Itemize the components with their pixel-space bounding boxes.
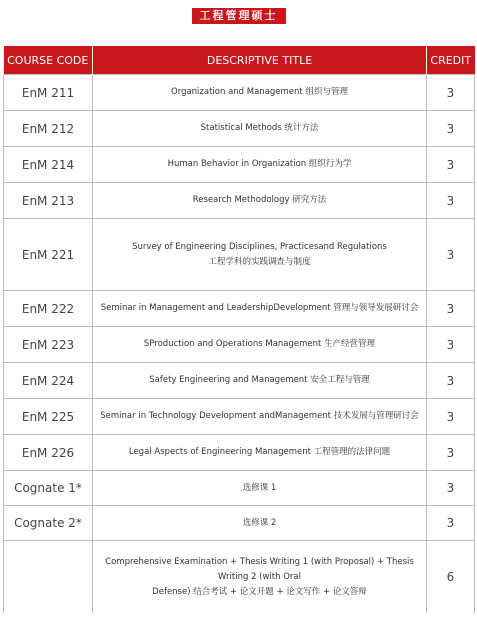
course-title-line: Human Behavior in Organization 组织行为学 bbox=[167, 159, 352, 169]
course-title-cell bbox=[93, 506, 427, 541]
course-code-cell: EnM 221 bbox=[4, 219, 93, 291]
course-code-cell: EnM 225 bbox=[4, 399, 93, 435]
credit-cell: 3 bbox=[427, 471, 475, 506]
course-title-line: 选修课 1 bbox=[242, 482, 277, 493]
course-code-cell: EnM 211 bbox=[4, 75, 93, 111]
table-row bbox=[4, 75, 475, 111]
course-title-line: Organization and Management 组织与管理 bbox=[171, 87, 348, 97]
course-code-cell: Cognate 2* bbox=[4, 506, 93, 541]
course-title-line: Seminar in Technology Development andManagement 技术发展与管理研讨会 bbox=[100, 411, 419, 421]
course-title-cell bbox=[93, 183, 427, 219]
header-course-code: COURSE CODE bbox=[4, 46, 93, 75]
course-table bbox=[3, 46, 475, 613]
course-title-line: Legal Aspects of Engineering Management 工程管理的法律问题 bbox=[128, 447, 391, 457]
course-code-cell: EnM 222 bbox=[4, 291, 93, 327]
course-title-cell bbox=[93, 471, 427, 506]
course-title-cell bbox=[93, 435, 427, 471]
course-title-cell bbox=[93, 363, 427, 399]
credit-cell: 3 bbox=[427, 291, 475, 327]
title-wrap bbox=[0, 4, 477, 24]
table-row bbox=[4, 471, 475, 506]
credit-cell: 3 bbox=[427, 183, 475, 219]
credit-cell: 6 bbox=[427, 541, 475, 614]
credit-cell: 3 bbox=[427, 111, 475, 147]
course-code-cell: EnM 214 bbox=[4, 147, 93, 183]
course-title-cell bbox=[93, 291, 427, 327]
credit-cell: 3 bbox=[427, 363, 475, 399]
table-header-row bbox=[4, 46, 475, 75]
course-title-line: 选修课 2 bbox=[242, 517, 277, 528]
table-row bbox=[4, 219, 475, 291]
credit-cell: 3 bbox=[427, 399, 475, 435]
course-title-cell bbox=[93, 75, 427, 111]
course-title-cell bbox=[93, 327, 427, 363]
table-row bbox=[4, 327, 475, 363]
course-title-cell bbox=[93, 111, 427, 147]
course-title-cell bbox=[93, 541, 427, 614]
course-title-cell bbox=[93, 147, 427, 183]
course-code-cell: EnM 212 bbox=[4, 111, 93, 147]
credit-cell: 3 bbox=[427, 147, 475, 183]
credit-cell: 3 bbox=[427, 506, 475, 541]
header-descriptive-title: DESCRIPTIVE TITLE bbox=[93, 46, 427, 75]
header-credit: CREDIT bbox=[427, 46, 475, 75]
course-title-cell bbox=[93, 219, 427, 291]
course-title-line: Writing 2 (with Oral bbox=[218, 571, 301, 582]
course-title-line: Survey of Engineering Disciplines, Practicesand Regulations bbox=[132, 241, 387, 252]
table-row bbox=[4, 541, 475, 614]
course-title-line: SProduction and Operations Management 生产经营管理 bbox=[143, 339, 376, 349]
credit-cell: 3 bbox=[427, 75, 475, 111]
table-row bbox=[4, 147, 475, 183]
course-code-cell: EnM 223 bbox=[4, 327, 93, 363]
credit-cell: 3 bbox=[427, 435, 475, 471]
course-code-cell: Cognate 1* bbox=[4, 471, 93, 506]
course-title-line: 工程学科的实践调查与制度 bbox=[208, 256, 311, 267]
course-title-line: Comprehensive Examination + Thesis Writing 1 (with Proposal) + Thesis bbox=[105, 556, 414, 567]
table-row bbox=[4, 291, 475, 327]
course-title-line: Defense) 结合考试 + 论文开题 + 论文写作 + 论文答辩 bbox=[152, 586, 367, 597]
credit-cell: 3 bbox=[427, 219, 475, 291]
table-row bbox=[4, 363, 475, 399]
table-row bbox=[4, 183, 475, 219]
course-code-cell bbox=[4, 541, 93, 614]
table-row bbox=[4, 399, 475, 435]
table-row bbox=[4, 111, 475, 147]
course-title-line: Statistical Methods 统计方法 bbox=[200, 123, 319, 133]
table-row bbox=[4, 435, 475, 471]
table-row bbox=[4, 506, 475, 541]
course-title-line: Safety Engineering and Management 安全工程与管理 bbox=[149, 375, 370, 385]
course-title-line: Seminar in Management and LeadershipDevelopment 管理与领导发展研讨会 bbox=[100, 303, 419, 313]
course-code-cell: EnM 213 bbox=[4, 183, 93, 219]
page-title: 工程管理硕士 bbox=[192, 8, 286, 24]
credit-cell: 3 bbox=[427, 327, 475, 363]
course-title-line: Research Methodology 研究方法 bbox=[192, 195, 327, 205]
course-title-cell bbox=[93, 399, 427, 435]
course-code-cell: EnM 226 bbox=[4, 435, 93, 471]
course-code-cell: EnM 224 bbox=[4, 363, 93, 399]
